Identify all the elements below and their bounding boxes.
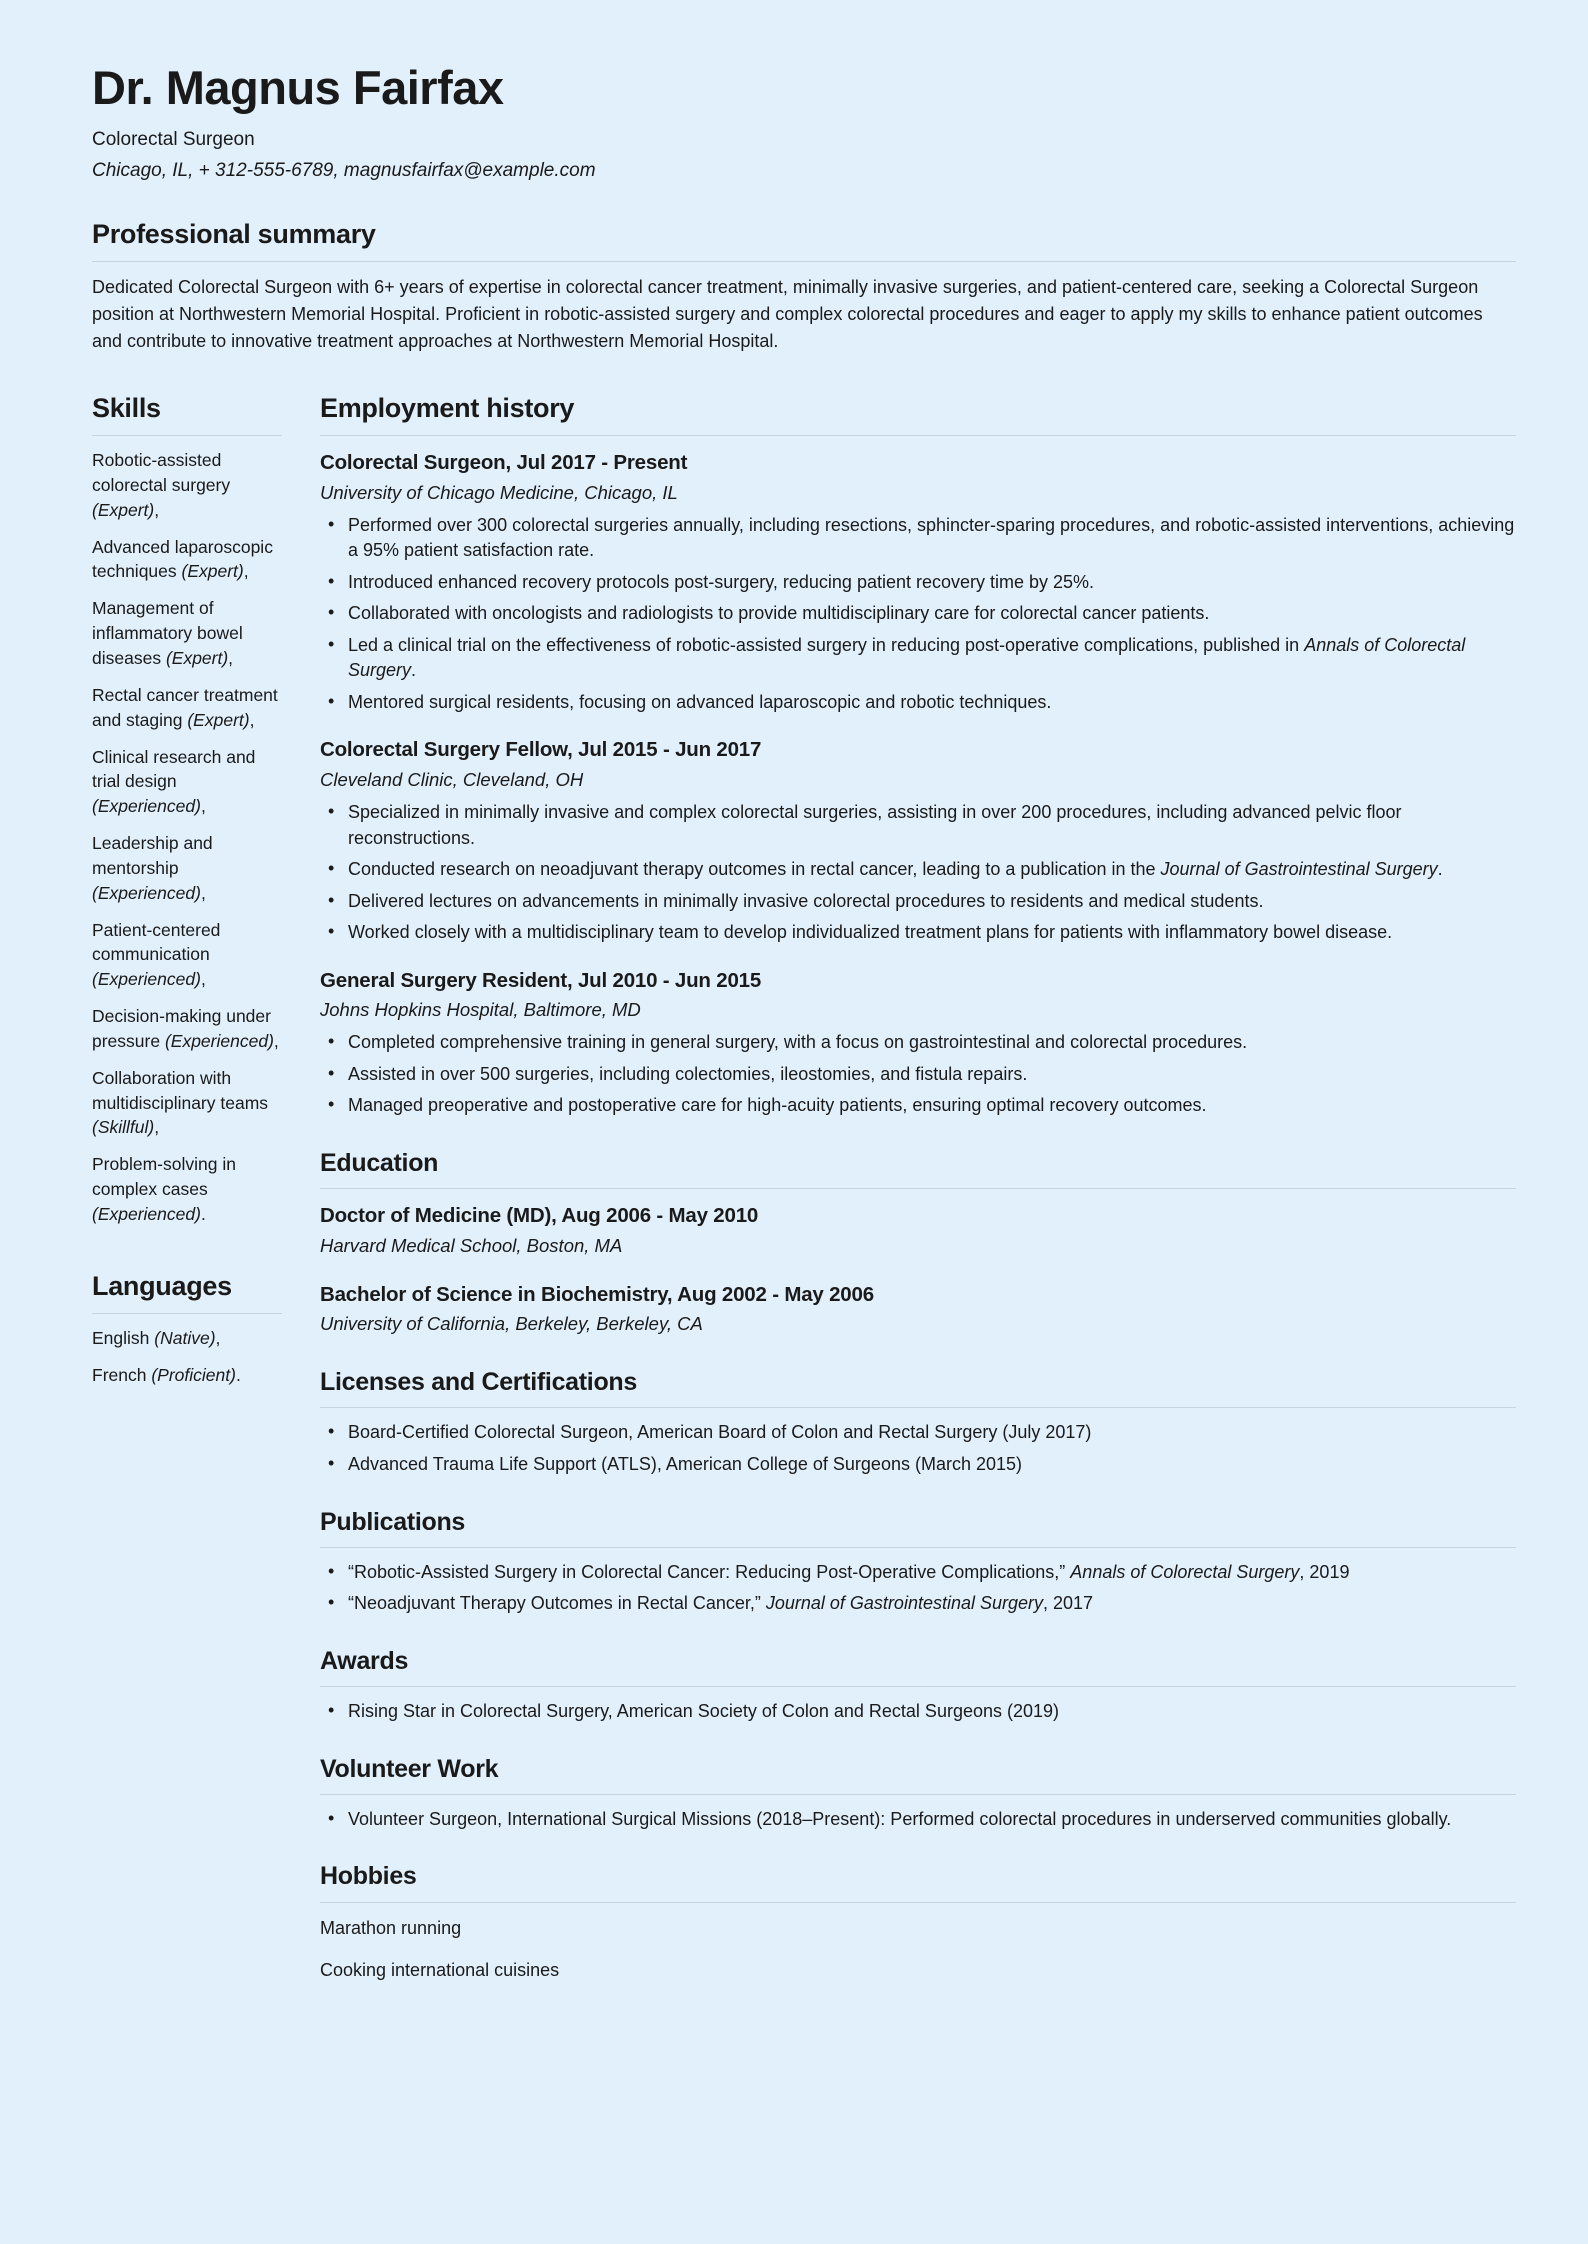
education-entry [320, 1201, 1516, 1260]
languages-heading: Languages [92, 1270, 232, 1301]
list-item: • Rising Star in Colorectal Surgery, American Society of Colon and Rectal Surgeons (2019) [320, 1699, 1516, 1725]
education-entries [320, 1201, 1516, 1338]
employment-entry [320, 448, 1516, 715]
hobby-item: Cooking international cuisines [320, 1959, 560, 1980]
resume-body-columns [92, 389, 1516, 2009]
entry-bullet-list [320, 800, 1516, 946]
languages-section [92, 1267, 282, 1388]
skills-section [92, 389, 282, 1227]
italic-title: Annals of Colorectal Surgery [348, 634, 1466, 681]
skill-item: Advanced laparoscopic techniques (Expert), [92, 536, 273, 582]
proficiency-level: (Proficient) [151, 1364, 236, 1385]
hobby-item: Marathon running [320, 1917, 462, 1938]
proficiency-level: (Native) [154, 1327, 216, 1348]
list-item: • Led a clinical trial on the effectiveness of robotic-assisted surgery in reducing post-operative complications, published in Annals of Colorectal Surgery. [320, 633, 1516, 684]
list-item: • Delivered lectures on advancements in minimally invasive colorectal procedures to residents and medical students. [320, 889, 1516, 915]
skill-item: Collaboration with multidisciplinary teams (Skillful), [92, 1067, 269, 1138]
volunteer-list [320, 1807, 1516, 1833]
entry-organization: University of California, Berkeley, Berkeley, CA [320, 1313, 703, 1335]
employment-entry [320, 735, 1516, 945]
proficiency-level: (Experienced) [92, 796, 201, 817]
entry-organization: University of Chicago Medicine, Chicago, IL [320, 481, 678, 503]
italic-title: Journal of Gastrointestinal Surgery [765, 1593, 1044, 1614]
list-item: • Mentored surgical residents, focusing on advanced laparoscopic and robotic techniques. [320, 690, 1516, 716]
summary-heading: Professional summary [92, 218, 376, 249]
entry-organization: Cleveland Clinic, Cleveland, OH [320, 769, 584, 791]
languages-divider [92, 1313, 282, 1314]
list-item: • “Robotic-Assisted Surgery in Colorectal Cancer: Reducing Post-Operative Complications,” Annals of Colorectal Surgery, 2019 [320, 1560, 1516, 1586]
entry-bullet-list [320, 1030, 1516, 1119]
licenses-divider [320, 1407, 1516, 1408]
volunteer-section [320, 1751, 1516, 1833]
skill-item: Robotic-assisted colorectal surgery (Expert), [92, 450, 231, 520]
skills-list [92, 448, 282, 1227]
entry-bullet-list [320, 513, 1516, 716]
proficiency-level: (Expert) [165, 647, 229, 668]
employment-section [320, 389, 1516, 1119]
main-column [302, 389, 1516, 2009]
employment-entries [320, 448, 1516, 1119]
proficiency-level: (Expert) [187, 709, 250, 730]
list-item: • Managed preoperative and postoperative care for high-acuity patients, ensuring optimal recovery outcomes. [320, 1093, 1516, 1119]
hobbies-section [320, 1858, 1516, 1982]
education-divider [320, 1188, 1516, 1189]
employment-entry [320, 966, 1516, 1119]
hobbies-divider [320, 1902, 1516, 1903]
entry-organization: Johns Hopkins Hospital, Baltimore, MD [320, 999, 641, 1021]
skill-item: Clinical research and trial design (Experienced), [92, 746, 256, 817]
hobbies-list [320, 1915, 1516, 1983]
publications-list [320, 1560, 1516, 1617]
awards-list [320, 1699, 1516, 1725]
skills-heading: Skills [92, 392, 161, 423]
resume-header [92, 62, 1516, 185]
employment-heading: Employment history [320, 392, 575, 423]
licenses-heading: Licenses and Certifications [320, 1368, 637, 1397]
volunteer-divider [320, 1794, 1516, 1795]
language-item: English (Native), [92, 1327, 221, 1348]
proficiency-level: (Expert) [92, 499, 155, 520]
publications-divider [320, 1547, 1516, 1548]
entry-organization: Harvard Medical School, Boston, MA [320, 1234, 623, 1256]
entry-title: General Surgery Resident, Jul 2010 - Jun 2015 [320, 968, 762, 992]
list-item: • Completed comprehensive training in general surgery, with a focus on gastrointestinal and colorectal procedures. [320, 1030, 1516, 1056]
skills-divider [92, 435, 282, 436]
education-entry [320, 1280, 1516, 1339]
entry-title: Colorectal Surgery Fellow, Jul 2015 - Jun 2017 [320, 738, 762, 762]
licenses-list [320, 1420, 1516, 1477]
proficiency-level: (Experienced) [92, 1204, 201, 1224]
summary-text: Dedicated Colorectal Surgeon with 6+ years of expertise in colorectal cancer treatment, minimally invasive surgeries, and patient-centered care, seeking a Colorectal Surgeon position at Northwestern Memorial Hospital. Proficient in robotic-assisted surgery and complex colorectal procedures and eager to apply my skills to enhance patient outcomes and contribute to innovative treatment approaches at Northwestern Memorial Hospital. [92, 276, 1483, 351]
proficiency-level: (Experienced) [164, 1030, 274, 1051]
list-item: • Worked closely with a multidisciplinary team to develop individualized treatment plans for patients with inflammatory bowel disease. [320, 920, 1516, 946]
volunteer-heading: Volunteer Work [320, 1754, 499, 1783]
awards-heading: Awards [320, 1646, 409, 1675]
page-title: Dr. Magnus Fairfax [92, 61, 504, 114]
list-item: • Volunteer Surgeon, International Surgical Missions (2018–Present): Performed colorectal procedures in underserved communities globally. [320, 1807, 1516, 1833]
summary-divider [92, 261, 1516, 262]
skill-item: Management of inflammatory bowel diseases (Expert), [92, 598, 243, 668]
sidebar-column [92, 389, 302, 2009]
professional-summary-section [92, 215, 1516, 355]
list-item: • Performed over 300 colorectal surgeries annually, including resections, sphincter-sparing procedures, and robotic-assisted interventions, achieving a 95% patient satisfaction rate. [320, 513, 1516, 564]
hobbies-heading: Hobbies [320, 1862, 417, 1891]
awards-divider [320, 1686, 1516, 1687]
italic-title: Annals of Colorectal Surgery [1070, 1561, 1300, 1582]
awards-section [320, 1643, 1516, 1725]
resume-page [92, 62, 1516, 2009]
skill-item: Rectal cancer treatment and staging (Expert), [92, 684, 278, 730]
languages-list [92, 1326, 282, 1388]
list-item: • Conducted research on neoadjuvant therapy outcomes in rectal cancer, leading to a publication in the Journal of Gastrointestinal Surgery. [320, 857, 1516, 883]
publications-heading: Publications [320, 1507, 466, 1536]
list-item: • Introduced enhanced recovery protocols post-surgery, reducing patient recovery time by 25%. [320, 570, 1516, 596]
skill-item: Problem-solving in complex cases (Experienced). [92, 1154, 236, 1224]
proficiency-level: (Experienced) [92, 882, 201, 903]
list-item: • Advanced Trauma Life Support (ATLS), American College of Surgeons (March 2015) [320, 1452, 1516, 1478]
proficiency-level: (Expert) [181, 561, 244, 582]
proficiency-level: (Experienced) [92, 969, 201, 990]
education-section [320, 1145, 1516, 1338]
list-item: • Specialized in minimally invasive and complex colorectal surgeries, assisting in over 200 procedures, including advanced pelvic floor reconstructions. [320, 800, 1516, 851]
skill-item: Leadership and mentorship (Experienced), [92, 833, 213, 903]
list-item: • “Neoadjuvant Therapy Outcomes in Rectal Cancer,” Journal of Gastrointestinal Surgery, 2017 [320, 1591, 1516, 1617]
publications-section [320, 1504, 1516, 1617]
list-item: • Collaborated with oncologists and radiologists to provide multidisciplinary care for colorectal cancer patients. [320, 601, 1516, 627]
header-contact-line: Chicago, IL, + 312-555-6789, magnusfairfax@example.com [92, 160, 596, 182]
employment-divider [320, 435, 1516, 436]
entry-title: Colorectal Surgeon, Jul 2017 - Present [320, 451, 688, 475]
education-heading: Education [320, 1148, 439, 1177]
entry-title: Doctor of Medicine (MD), Aug 2006 - May 2010 [320, 1204, 759, 1228]
skill-item: Patient-centered communication (Experienced), [92, 919, 221, 990]
italic-title: Journal of Gastrointestinal Surgery [1160, 859, 1438, 880]
skill-item: Decision-making under pressure (Experienced), [92, 1006, 279, 1051]
entry-title: Bachelor of Science in Biochemistry, Aug 2002 - May 2006 [320, 1282, 874, 1306]
list-item: • Assisted in over 500 surgeries, including colectomies, ileostomies, and fistula repairs. [320, 1062, 1516, 1088]
licenses-section [320, 1364, 1516, 1477]
proficiency-level: (Skillful) [92, 1117, 155, 1138]
header-job-title: Colorectal Surgeon [92, 128, 255, 150]
list-item: • Board-Certified Colorectal Surgeon, American Board of Colon and Rectal Surgery (July 2017) [320, 1420, 1516, 1446]
language-item: French (Proficient). [92, 1364, 241, 1385]
